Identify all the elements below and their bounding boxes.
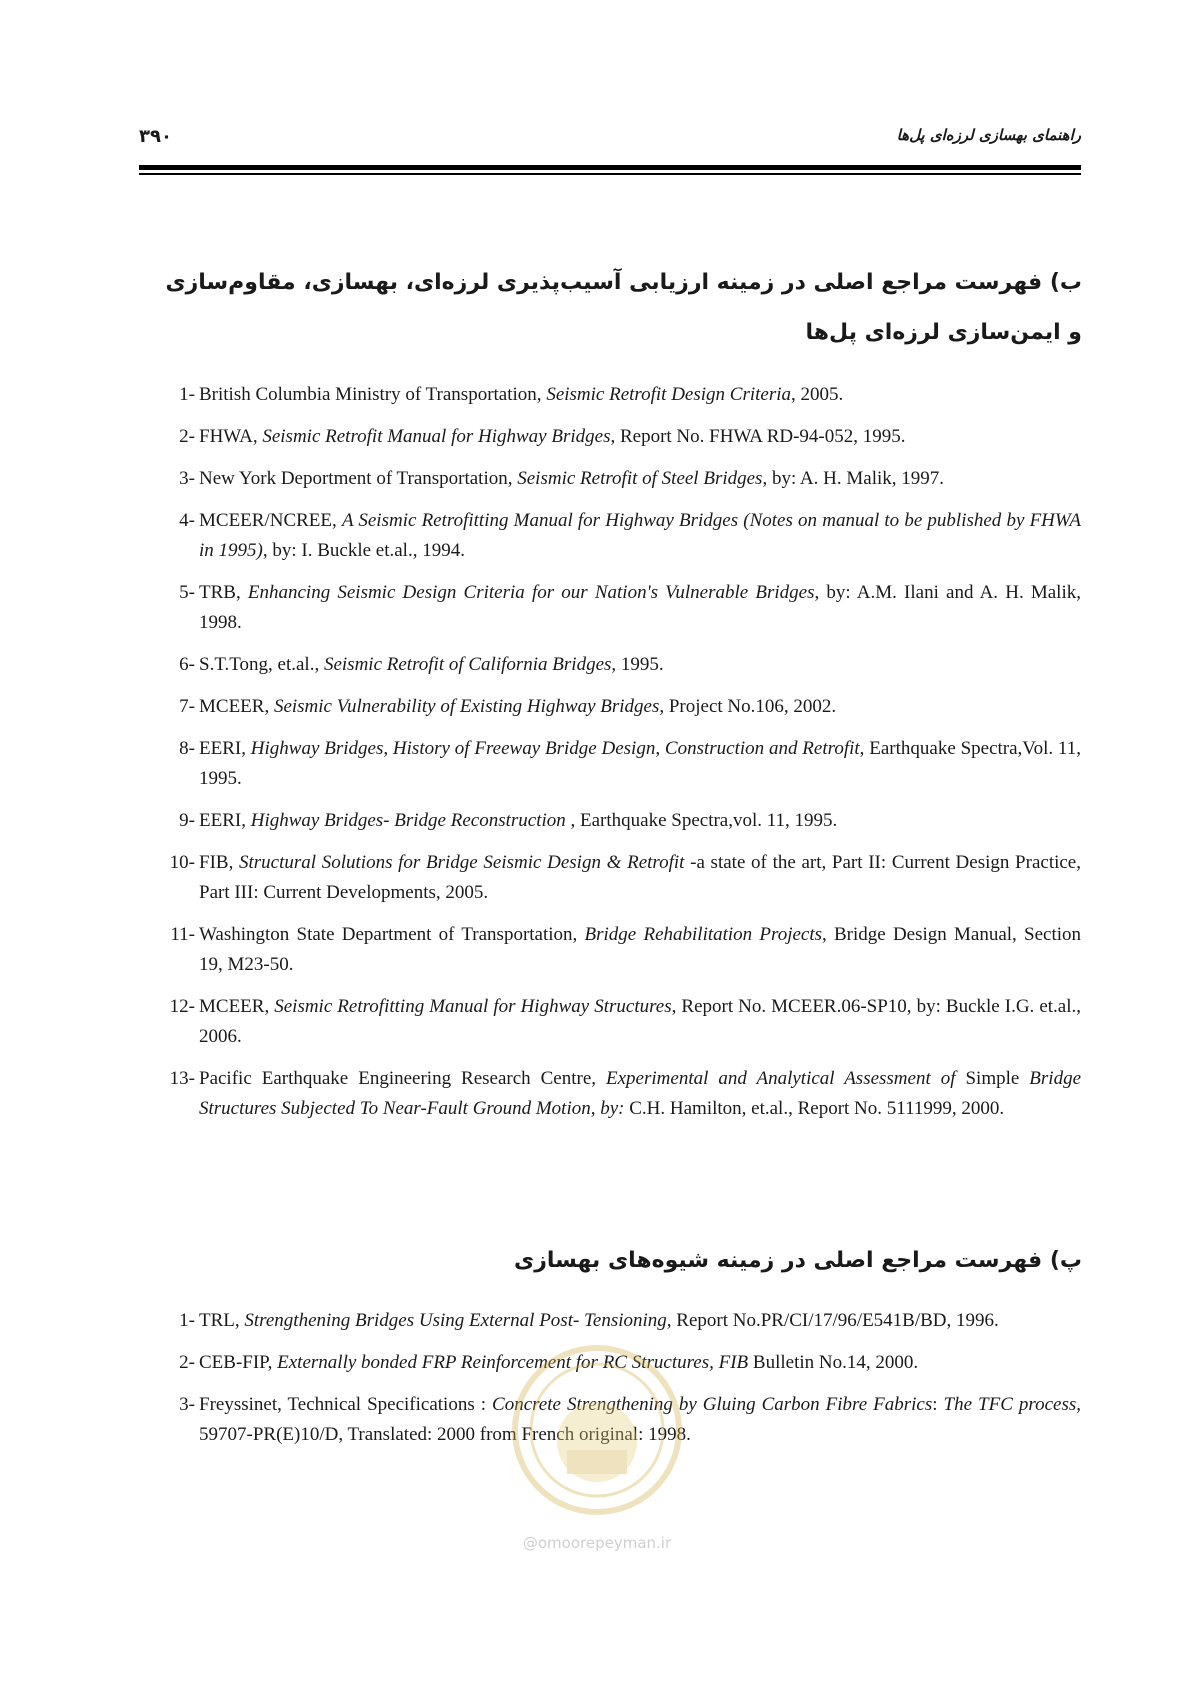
reference-text [199, 1394, 1081, 1445]
reference-number: 6- [179, 654, 195, 675]
reference-number: 8- [179, 738, 195, 759]
reference-text [199, 1068, 1081, 1119]
reference-title: Seismic Vulnerability of Existing Highway Bridges [273, 696, 660, 717]
reference-item [155, 422, 1081, 452]
reference-item [155, 848, 1081, 908]
reference-number: 1- [179, 384, 195, 405]
reference-text [199, 582, 1081, 633]
reference-number: 13- [169, 1068, 195, 1089]
reference-item [155, 650, 1081, 680]
reference-title: The TFC process [943, 1394, 1077, 1415]
reference-text [199, 426, 906, 447]
reference-text [199, 738, 1081, 789]
reference-detail: -a state of the art, Part II: Current Design Practice, Part III: Current Developments, 2005. [199, 852, 1081, 903]
reference-number: 2- [179, 426, 195, 447]
reference-detail: , Earthquake Spectra,Vol. 11, 1995. [199, 738, 1081, 789]
reference-text [199, 996, 1081, 1047]
reference-number: 7- [179, 696, 195, 717]
reference-number: 10- [169, 852, 195, 873]
reference-title: Concrete Strengthening by Gluing Carbon Fibre Fabrics [492, 1394, 933, 1415]
reference-detail: Washington State Department of Transportation, [199, 924, 585, 945]
reference-item [155, 578, 1081, 638]
reference-item [155, 992, 1081, 1052]
watermark-url: @omoorepeyman.ir [522, 1534, 672, 1552]
reference-detail: , by: A.M. Ilani and A. H. Malik, 1998. [199, 582, 1081, 633]
reference-detail: C.H. Hamilton, et.al., Report No. 5111999, 2000. [624, 1098, 1005, 1119]
reference-title: Highway Bridges- Bridge Reconstruction [250, 810, 566, 831]
reference-detail: Pacific Earthquake Engineering Research Centre, [199, 1068, 607, 1089]
reference-number: 9- [179, 810, 195, 831]
reference-text [199, 468, 944, 489]
reference-detail: , Bridge Design Manual, Section 19, M23-50. [199, 924, 1081, 975]
reference-number: 4- [179, 510, 195, 531]
reference-item [155, 806, 1081, 836]
reference-detail: TRB, [199, 582, 248, 603]
reference-detail: MCEER/NCREE, [199, 510, 342, 531]
reference-detail: , 2005. [791, 384, 844, 405]
reference-text [199, 654, 664, 675]
reference-title: A Seismic Retrofitting Manual for Highway Bridges (Notes on manual to be published by FHWA in 1995) [199, 510, 1082, 561]
section-heading-b: ب) فهرست مراجع اصلی در زمینه ارزیابی آسیب‌پذیری لرزه‌ای، بهسازی، مقاوم‌سازی و ایمن‌سازی لرزه‌ای پل‌ها [165, 270, 1082, 345]
reference-title: Experimental and Analytical Assessment of [606, 1068, 956, 1089]
reference-item [155, 1390, 1081, 1450]
reference-text [199, 924, 1081, 975]
reference-detail: MCEER, [199, 696, 274, 717]
reference-text [199, 1352, 918, 1373]
reference-detail: Freyssinet, Technical Specifications : [199, 1394, 493, 1415]
reference-title: Seismic Retrofit of Steel Bridges [517, 468, 763, 489]
reference-detail: , Project No.106, 2002. [659, 696, 837, 717]
reference-number: 3- [179, 468, 195, 489]
reference-detail: TRL, [199, 1310, 245, 1331]
header-rule-thin [139, 173, 1081, 175]
reference-detail: , Report No. MCEER.06-SP10, by: Buckle I.G. et.al., 2006. [199, 996, 1081, 1047]
reference-detail: FHWA, [199, 426, 263, 447]
reference-detail: S.T.Tong, et.al., [199, 654, 324, 675]
reference-detail: EERI, [199, 810, 251, 831]
reference-title: Enhancing Seismic Design Criteria for our Nation's Vulnerable Bridges [247, 582, 815, 603]
reference-text [199, 852, 1081, 903]
reference-detail: , by: I. Buckle et.al., 1994. [262, 540, 465, 561]
reference-number: 12- [169, 996, 195, 1017]
running-title: راهنمای بهسازی لرزه‌ای پل‌ها [896, 126, 1081, 144]
reference-title: Strengthening Bridges Using External Post- Tensioning, [244, 1310, 672, 1331]
reference-number: 5- [179, 582, 195, 603]
reference-title: Bridge Structures Subjected To Near-Fault Ground Motion, by: [199, 1068, 1082, 1119]
reference-detail: Simple [955, 1068, 1030, 1089]
page-number: ۳۹۰ [139, 126, 172, 147]
reference-detail: New York Deportment of Transportation, [199, 468, 518, 489]
reference-detail: CEB-FIP, [199, 1352, 278, 1373]
reference-text [199, 510, 1081, 561]
header-rule-thick [139, 165, 1081, 170]
reference-detail: , Earthquake Spectra,vol. 11, 1995. [565, 810, 838, 831]
reference-detail: Bulletin No.14, 2000. [748, 1352, 919, 1373]
reference-item [155, 464, 1081, 494]
reference-item [155, 1306, 1081, 1336]
reference-detail: , by: A. H. Malik, 1997. [762, 468, 945, 489]
reference-text [199, 1310, 999, 1331]
reference-detail: MCEER, [199, 996, 275, 1017]
reference-item [155, 1348, 1081, 1378]
reference-detail: , Report No. FHWA RD-94-052, 1995. [610, 426, 906, 447]
reference-number: 2- [179, 1352, 195, 1373]
reference-item [155, 692, 1081, 722]
reference-item [155, 380, 1081, 410]
reference-detail: British Columbia Ministry of Transportation, [199, 384, 547, 405]
reference-detail: , 59707-PR(E)10/D, Translated: 2000 from French original: 1998. [199, 1394, 1081, 1445]
reference-number: 1- [179, 1310, 195, 1331]
reference-detail: : [932, 1394, 944, 1415]
reference-title: Seismic Retrofit Manual for Highway Bridges [262, 426, 611, 447]
reference-title: Highway Bridges, History of Freeway Bridge Design, Construction and Retrofit [250, 738, 860, 759]
reference-number: 3- [179, 1394, 195, 1415]
reference-text [199, 384, 843, 405]
reference-detail: EERI, [199, 738, 251, 759]
reference-list-p [155, 1306, 1081, 1462]
reference-title: Seismic Retrofit of California Bridges [323, 654, 612, 675]
reference-title: Externally bonded FRP Reinforcement for RC Structures, FIB [277, 1352, 749, 1373]
reference-detail: , 1995. [611, 654, 664, 675]
reference-title: Structural Solutions for Bridge Seismic Design & Retrofit [239, 852, 685, 873]
reference-item [155, 734, 1081, 794]
reference-title: Seismic Retrofit Design Criteria [546, 384, 792, 405]
reference-text [199, 810, 837, 831]
reference-title: Seismic Retrofitting Manual for Highway Structures [274, 996, 672, 1017]
reference-item [155, 920, 1081, 980]
reference-title: Bridge Rehabilitation Projects [584, 924, 823, 945]
reference-detail: Report No.PR/CI/17/96/E541B/BD, 1996. [671, 1310, 999, 1331]
reference-item [155, 506, 1081, 566]
reference-item [155, 1064, 1081, 1124]
reference-detail: FIB, [199, 852, 239, 873]
page-header [139, 126, 1081, 152]
reference-text [199, 696, 836, 717]
reference-number: 11- [170, 924, 195, 945]
reference-list-b [155, 380, 1081, 1136]
section-heading-p: پ) فهرست مراجع اصلی در زمینه شیوه‌های بهسازی [514, 1248, 1082, 1273]
